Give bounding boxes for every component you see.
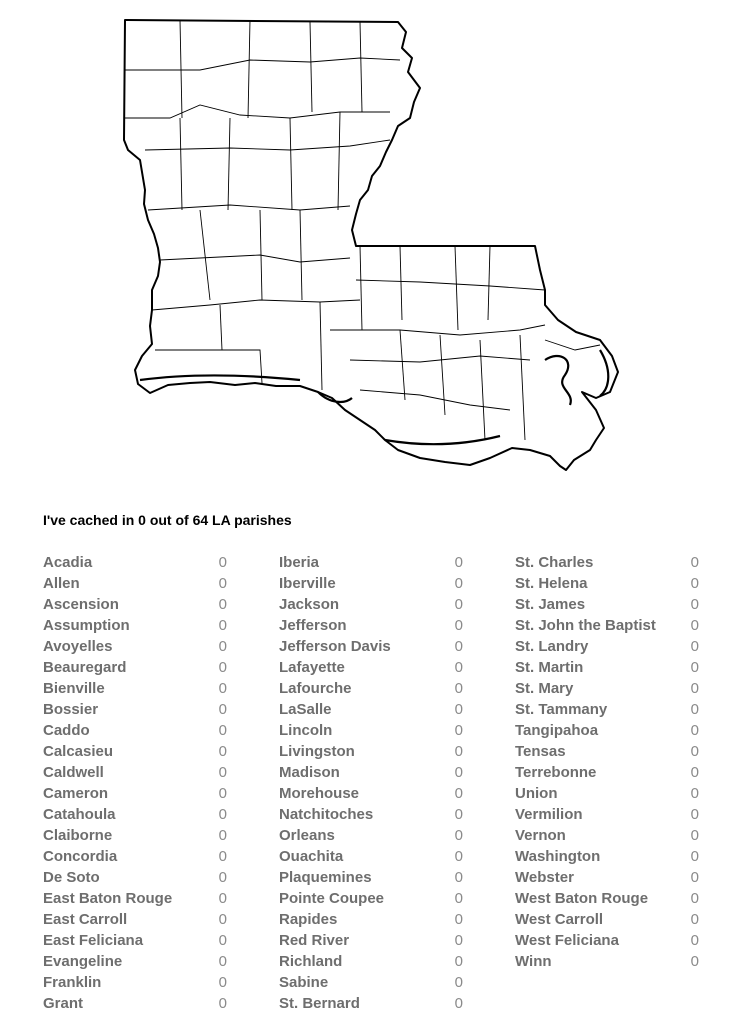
parish-row — [515, 783, 699, 804]
louisiana-parish-map — [120, 15, 630, 485]
parish-name: Livingston — [279, 743, 355, 760]
parish-name: East Feliciana — [43, 932, 144, 949]
parish-row — [515, 741, 699, 762]
parish-name: Morehouse — [279, 785, 360, 802]
parish-name: Evangeline — [43, 953, 123, 970]
parish-name: Lincoln — [279, 722, 333, 739]
parish-cache-count: 0 — [454, 953, 463, 970]
parish-row — [515, 573, 699, 594]
parish-cache-count: 0 — [218, 722, 227, 739]
parish-row — [279, 615, 463, 636]
parish-cache-count: 0 — [690, 596, 699, 613]
parish-name: Cameron — [43, 785, 109, 802]
parish-name: St. Bernard — [279, 995, 360, 1012]
parish-name: Beauregard — [43, 659, 127, 676]
parish-cache-count: 0 — [218, 911, 227, 928]
parish-cache-count: 0 — [454, 743, 463, 760]
parish-cache-count: 0 — [454, 617, 463, 634]
parish-row — [43, 573, 227, 594]
parish-name: Concordia — [43, 848, 118, 865]
parish-name: Assumption — [43, 617, 130, 634]
parish-cache-count: 0 — [454, 638, 463, 655]
parish-cache-count: 0 — [454, 932, 463, 949]
parish-row — [43, 552, 227, 573]
parish-cache-count: 0 — [218, 680, 227, 697]
parish-cache-count: 0 — [218, 869, 227, 886]
parish-row — [279, 657, 463, 678]
parish-row — [279, 888, 463, 909]
parish-cache-count: 0 — [218, 974, 227, 991]
parish-name: East Baton Rouge — [43, 890, 173, 907]
parish-name: Lafourche — [279, 680, 352, 697]
parish-name: Ascension — [43, 596, 119, 613]
parish-name: West Carroll — [515, 911, 604, 928]
parish-row — [279, 720, 463, 741]
parish-row — [279, 930, 463, 951]
parish-row — [515, 657, 699, 678]
parish-name: Plaquemines — [279, 869, 372, 886]
parish-row — [515, 720, 699, 741]
parish-cache-count: 0 — [218, 785, 227, 802]
parish-name: St. Martin — [515, 659, 584, 676]
parish-row — [279, 699, 463, 720]
parish-cache-count: 0 — [690, 785, 699, 802]
parish-cache-count: 0 — [454, 911, 463, 928]
parish-row — [515, 867, 699, 888]
parish-cache-count: 0 — [454, 806, 463, 823]
parish-name: Acadia — [43, 554, 93, 571]
parish-cache-count: 0 — [218, 995, 227, 1012]
parish-row — [279, 678, 463, 699]
parish-row — [279, 846, 463, 867]
parish-cache-count: 0 — [454, 575, 463, 592]
parish-cache-count: 0 — [454, 680, 463, 697]
parish-cache-count: 0 — [690, 680, 699, 697]
cache-summary-heading: I've cached in 0 out of 64 LA parishes — [43, 512, 292, 528]
parish-row — [515, 804, 699, 825]
parish-name: Ouachita — [279, 848, 344, 865]
parish-cache-count: 0 — [454, 764, 463, 781]
parish-column-2 — [279, 552, 463, 1014]
parish-name: De Soto — [43, 869, 100, 886]
parish-cache-count: 0 — [690, 953, 699, 970]
parish-name: St. Mary — [515, 680, 574, 697]
parish-name: Jackson — [279, 596, 340, 613]
parish-name: West Baton Rouge — [515, 890, 649, 907]
parish-name: Terrebonne — [515, 764, 597, 781]
parish-cache-count: 0 — [454, 701, 463, 718]
parish-name: LaSalle — [279, 701, 332, 718]
parish-name: St. John the Baptist — [515, 617, 656, 634]
parish-name: Webster — [515, 869, 574, 886]
parish-name: St. Charles — [515, 554, 594, 571]
parish-cache-count: 0 — [690, 890, 699, 907]
parish-name: Lafayette — [279, 659, 345, 676]
parish-cache-count: 0 — [690, 617, 699, 634]
parish-row — [515, 552, 699, 573]
parish-cache-count: 0 — [218, 743, 227, 760]
parish-cache-count: 0 — [690, 722, 699, 739]
parish-cache-count: 0 — [454, 827, 463, 844]
parish-cache-count: 0 — [218, 806, 227, 823]
parish-row — [515, 699, 699, 720]
parish-name: St. James — [515, 596, 586, 613]
parish-row — [279, 951, 463, 972]
parish-row — [43, 846, 227, 867]
parish-name: Sabine — [279, 974, 329, 991]
parish-cache-count: 0 — [690, 743, 699, 760]
parish-name: Richland — [279, 953, 343, 970]
parish-cache-count: 0 — [218, 827, 227, 844]
parish-name: Vermilion — [515, 806, 583, 823]
parish-cache-count: 0 — [690, 911, 699, 928]
parish-name: East Carroll — [43, 911, 128, 928]
parish-cache-count: 0 — [454, 722, 463, 739]
parish-row — [515, 909, 699, 930]
parish-row — [515, 636, 699, 657]
parish-cache-count: 0 — [454, 869, 463, 886]
parish-name: Iberia — [279, 554, 320, 571]
parish-name: Caddo — [43, 722, 90, 739]
parish-row — [279, 594, 463, 615]
parish-name: Tangipahoa — [515, 722, 599, 739]
parish-row — [43, 741, 227, 762]
parish-name: Iberville — [279, 575, 336, 592]
parish-cache-count: 0 — [218, 638, 227, 655]
parish-name: Pointe Coupee — [279, 890, 385, 907]
parish-cache-count: 0 — [454, 995, 463, 1012]
parish-name: Jefferson — [279, 617, 347, 634]
parish-row — [515, 678, 699, 699]
parish-cache-count: 0 — [454, 974, 463, 991]
parish-row — [279, 636, 463, 657]
parish-cache-count: 0 — [454, 848, 463, 865]
parish-row — [43, 867, 227, 888]
parish-cache-count: 0 — [218, 932, 227, 949]
parish-row — [279, 909, 463, 930]
parish-row — [515, 888, 699, 909]
parish-row — [515, 825, 699, 846]
parish-name: Tensas — [515, 743, 566, 760]
parish-cache-count: 0 — [218, 953, 227, 970]
parish-cache-count: 0 — [454, 659, 463, 676]
parish-row — [515, 951, 699, 972]
parish-row — [43, 594, 227, 615]
parish-row — [515, 762, 699, 783]
parish-cache-count: 0 — [454, 554, 463, 571]
parish-name: Catahoula — [43, 806, 116, 823]
parish-row — [279, 804, 463, 825]
parish-cache-count: 0 — [690, 806, 699, 823]
parish-cache-count: 0 — [690, 554, 699, 571]
parish-cache-count: 0 — [218, 554, 227, 571]
parish-cache-count: 0 — [690, 659, 699, 676]
parish-cache-count: 0 — [690, 764, 699, 781]
parish-name: Rapides — [279, 911, 338, 928]
parish-row — [43, 783, 227, 804]
parish-row — [43, 930, 227, 951]
parish-name: Calcasieu — [43, 743, 114, 760]
parish-row — [43, 972, 227, 993]
parish-row — [43, 762, 227, 783]
parish-row — [43, 804, 227, 825]
parish-name: Orleans — [279, 827, 335, 844]
state-outline — [124, 20, 618, 470]
parish-cache-count: 0 — [218, 701, 227, 718]
parish-name: Natchitoches — [279, 806, 374, 823]
parish-cache-count: 0 — [454, 785, 463, 802]
parish-row — [43, 825, 227, 846]
parish-cache-count: 0 — [218, 575, 227, 592]
parish-row — [279, 867, 463, 888]
parish-row — [279, 825, 463, 846]
parish-cache-count: 0 — [690, 827, 699, 844]
parish-name: Madison — [279, 764, 340, 781]
parish-name: St. Tammany — [515, 701, 608, 718]
parish-row — [43, 888, 227, 909]
parish-name: St. Landry — [515, 638, 589, 655]
parish-cache-count: 0 — [454, 890, 463, 907]
parish-name: Vernon — [515, 827, 566, 844]
parish-cache-count: 0 — [690, 575, 699, 592]
parish-row — [43, 720, 227, 741]
parish-name: Allen — [43, 575, 80, 592]
parish-cache-count: 0 — [218, 848, 227, 865]
parish-row — [43, 951, 227, 972]
parish-row — [515, 930, 699, 951]
parish-name: Grant — [43, 995, 84, 1012]
parish-cache-count: 0 — [690, 932, 699, 949]
parish-cache-count: 0 — [690, 638, 699, 655]
parish-cache-count: 0 — [690, 701, 699, 718]
parish-cache-count: 0 — [454, 596, 463, 613]
parish-cache-count: 0 — [690, 848, 699, 865]
parish-row — [279, 993, 463, 1014]
parish-column-1 — [43, 552, 227, 1014]
parish-name: St. Helena — [515, 575, 588, 592]
parish-column-3 — [515, 552, 699, 972]
parish-row — [43, 678, 227, 699]
parish-cache-count: 0 — [690, 869, 699, 886]
parish-row — [279, 783, 463, 804]
parish-name: Caldwell — [43, 764, 104, 781]
parish-name: Franklin — [43, 974, 102, 991]
parish-row — [515, 594, 699, 615]
parish-row — [515, 615, 699, 636]
parish-cache-count: 0 — [218, 890, 227, 907]
parish-row — [43, 993, 227, 1014]
parish-name: Bossier — [43, 701, 99, 718]
parish-name: Avoyelles — [43, 638, 113, 655]
parish-row — [279, 972, 463, 993]
parish-row — [279, 573, 463, 594]
parish-row — [43, 699, 227, 720]
parish-name: Washington — [515, 848, 601, 865]
parish-row — [43, 636, 227, 657]
parish-name: Red River — [279, 932, 350, 949]
parish-row — [515, 846, 699, 867]
parish-cache-count: 0 — [218, 596, 227, 613]
parish-name: Claiborne — [43, 827, 113, 844]
parish-row — [43, 909, 227, 930]
parish-row — [279, 762, 463, 783]
parish-name: West Feliciana — [515, 932, 619, 949]
parish-cache-count: 0 — [218, 659, 227, 676]
parish-name: Union — [515, 785, 558, 802]
parish-name: Bienville — [43, 680, 105, 697]
parish-name: Winn — [515, 953, 552, 970]
parish-name: Jefferson Davis — [279, 638, 391, 655]
parish-cache-count: 0 — [218, 617, 227, 634]
parish-row — [43, 657, 227, 678]
parish-row — [43, 615, 227, 636]
parish-row — [279, 552, 463, 573]
parish-cache-count: 0 — [218, 764, 227, 781]
parish-row — [279, 741, 463, 762]
